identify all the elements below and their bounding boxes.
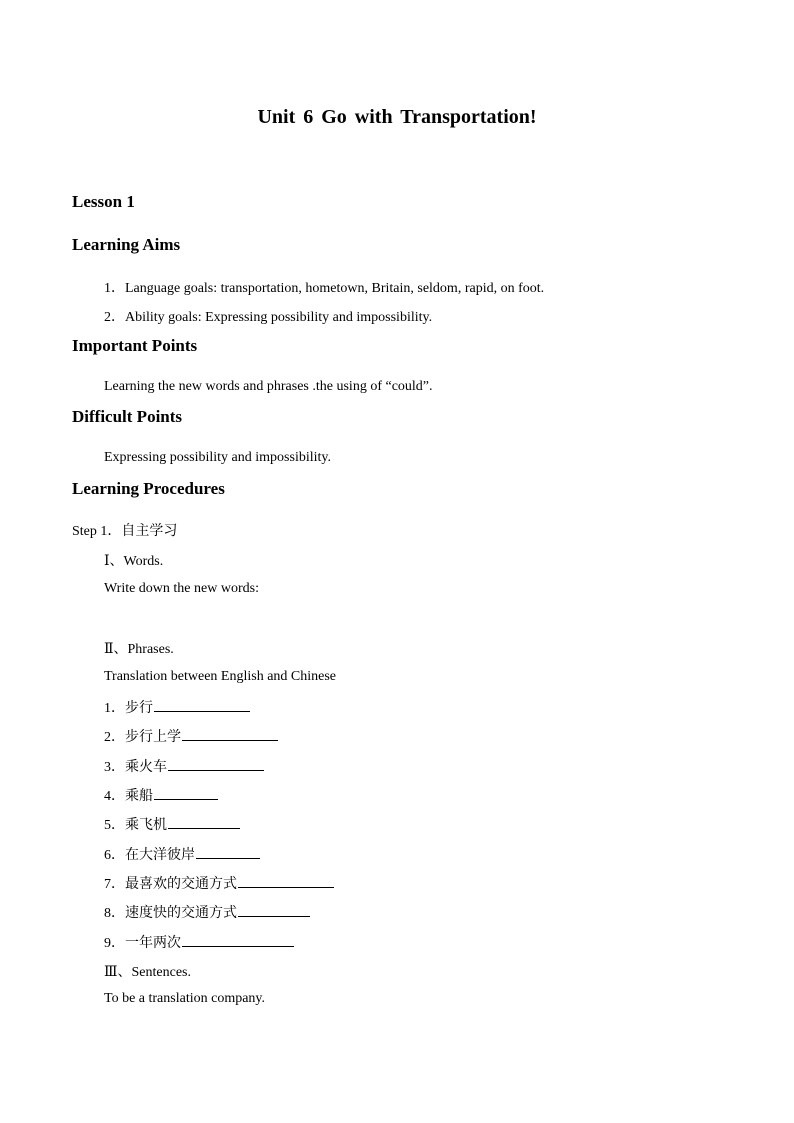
- phrase-item-6: [104, 844, 260, 864]
- answer-blank[interactable]: [154, 785, 218, 800]
- words-section-label: Ⅰ、Words.: [104, 554, 164, 569]
- phrase-item-3: [104, 756, 264, 776]
- answer-blank[interactable]: [196, 844, 260, 859]
- difficult-points-heading: Difficult Points: [72, 407, 183, 426]
- answer-blank[interactable]: [182, 726, 278, 741]
- phrase-text: 8．速度快的交通方式: [104, 906, 237, 921]
- phrase-item-1: [104, 697, 250, 717]
- answer-blank[interactable]: [168, 814, 240, 829]
- sentences-instruction: To be a translation company.: [104, 991, 266, 1006]
- important-points-text: Learning the new words and phrases .the using of “could”.: [104, 379, 433, 394]
- step-1-label: Step 1．自主学习: [72, 524, 178, 539]
- phrase-text: 6．在大洋彼岸: [104, 848, 195, 863]
- important-points-heading: Important Points: [72, 336, 198, 355]
- phrases-section-label: Ⅱ、Phrases.: [104, 642, 174, 657]
- phrases-instruction: Translation between English and Chinese: [104, 669, 337, 684]
- phrase-text: 1．步行: [104, 701, 153, 716]
- words-instruction: Write down the new words:: [104, 581, 259, 596]
- answer-blank[interactable]: [238, 873, 334, 888]
- phrase-text: 2．步行上学: [104, 730, 181, 745]
- answer-blank[interactable]: [168, 756, 264, 771]
- answer-blank[interactable]: [182, 932, 294, 947]
- learning-procedures-heading: Learning Procedures: [72, 479, 225, 498]
- phrase-text: 7．最喜欢的交通方式: [104, 877, 237, 892]
- answer-blank[interactable]: [238, 902, 310, 917]
- aim-item-1: 1．Language goals: transportation, hometown, Britain, seldom, rapid, on foot.: [104, 281, 545, 296]
- phrase-item-2: [104, 726, 278, 746]
- phrase-item-8: [104, 902, 310, 922]
- sentences-section-label: Ⅲ、Sentences.: [104, 965, 191, 980]
- aim-item-2: 2．Ability goals: Expressing possibility and impossibility.: [104, 310, 433, 325]
- page-title: Unit 6 Go with Transportation!: [257, 106, 537, 128]
- phrase-item-7: [104, 873, 334, 893]
- answer-blank[interactable]: [154, 697, 250, 712]
- phrase-text: 3．乘火车: [104, 760, 167, 775]
- phrase-item-9: [104, 932, 294, 952]
- phrase-text: 5．乘飞机: [104, 818, 167, 833]
- phrase-text: 4．乘船: [104, 789, 153, 804]
- learning-aims-heading: Learning Aims: [72, 235, 181, 254]
- phrase-item-5: [104, 814, 240, 834]
- difficult-points-text: Expressing possibility and impossibility.: [104, 450, 331, 465]
- lesson-heading: Lesson 1: [72, 192, 135, 211]
- phrase-text: 9．一年两次: [104, 936, 181, 951]
- phrase-item-4: [104, 785, 218, 805]
